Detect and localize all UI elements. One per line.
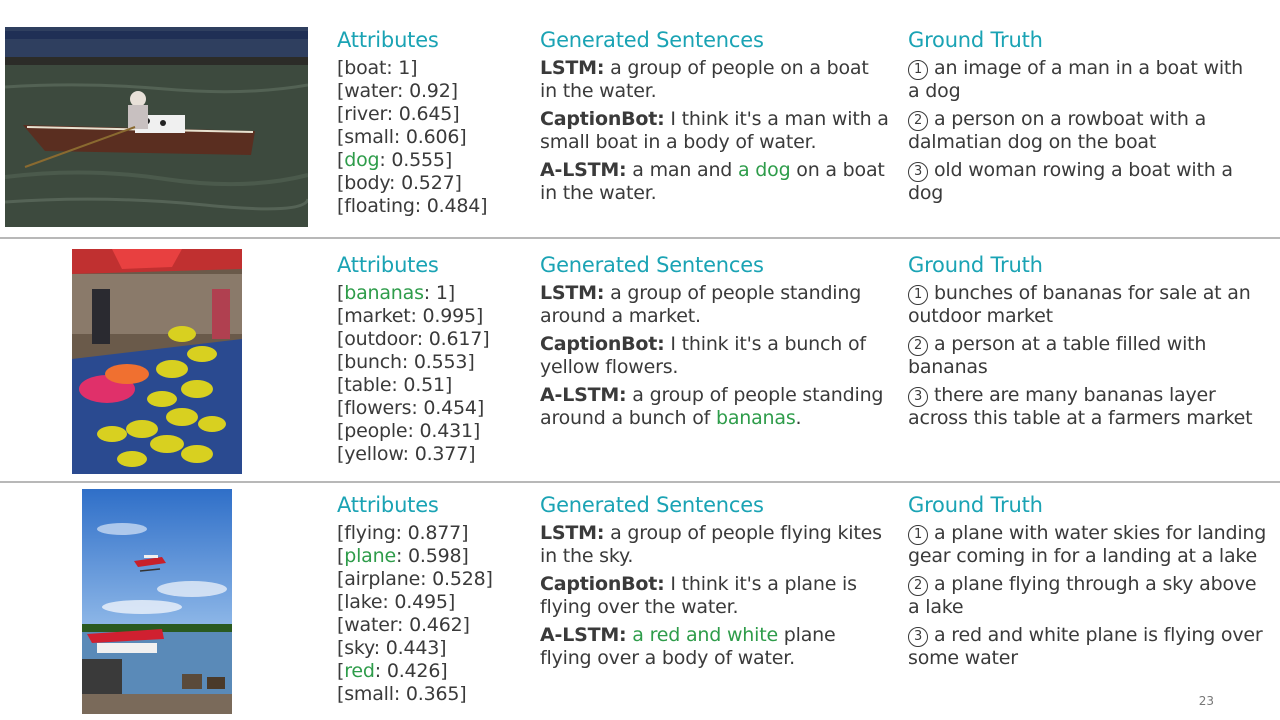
attribute-item: [airplane: 0.528] <box>337 568 493 590</box>
attribute-score: 0.606 <box>405 126 460 148</box>
page-number: 23 <box>1198 694 1214 708</box>
attributes-heading: Attributes <box>337 28 439 52</box>
attribute-word: small <box>344 126 394 148</box>
attribute-score: 0.92 <box>409 80 451 102</box>
attribute-item: [boat: 1] <box>337 57 418 79</box>
attribute-word: dog <box>344 149 380 171</box>
model-name: CaptionBot: <box>540 573 665 595</box>
attribute-word: yellow <box>344 443 403 465</box>
highlighted-phrase: a red and white <box>632 624 778 646</box>
attribute-score: 0.877 <box>407 522 462 544</box>
attribute-word: bananas <box>344 282 424 304</box>
attribute-word: market <box>344 305 411 327</box>
attributes-heading: Attributes <box>337 253 439 277</box>
ground-truth-text: a person at a table filled with bananas <box>908 333 1207 378</box>
ground-truth-item <box>908 108 1260 154</box>
attribute-item: [red: 0.426] <box>337 660 448 682</box>
attributes-column-2 <box>337 252 527 466</box>
generated-column-1 <box>540 27 890 210</box>
generated-column-2 <box>540 252 890 435</box>
attribute-score: 0.645 <box>398 103 453 125</box>
attribute-item: [people: 0.431] <box>337 420 481 442</box>
ground-truth-item <box>908 333 1260 379</box>
generated-heading: Generated Sentences <box>540 493 764 517</box>
circled-number: 3 <box>908 387 928 407</box>
attribute-word: people <box>344 420 408 442</box>
attribute-item: [table: 0.51] <box>337 374 453 396</box>
attribute-score: 0.553 <box>413 351 468 373</box>
generated-sentence <box>540 159 890 205</box>
attribute-word: airplane <box>344 568 421 590</box>
attribute-word: body <box>344 172 390 194</box>
row-divider <box>0 237 1280 239</box>
circled-number: 2 <box>908 336 928 356</box>
ground-truth-item <box>908 384 1260 430</box>
circled-number: 3 <box>908 627 928 647</box>
sentence-text: . <box>795 407 802 429</box>
ground-truth-text: a person on a rowboat with a dalmatian dog on the boat <box>908 108 1207 153</box>
generated-heading: Generated Sentences <box>540 253 764 277</box>
ground-truth-item <box>908 282 1260 328</box>
model-name: LSTM: <box>540 57 605 79</box>
ground-truth-column-1 <box>908 27 1260 210</box>
ground-truth-heading: Ground Truth <box>908 28 1043 52</box>
attribute-word: small <box>344 683 394 705</box>
sentence-text: on a boat in the water. <box>540 159 885 204</box>
attribute-score: 0.443 <box>385 637 440 659</box>
ground-truth-text: old woman rowing a boat with a dog <box>908 159 1233 204</box>
sentence-text: a group of people standing around a market. <box>540 282 862 327</box>
ground-truth-column-2 <box>908 252 1260 435</box>
attribute-word: boat <box>344 57 387 79</box>
sentence-text: I think it's a man with a small boat in a body of water. <box>540 108 889 153</box>
attribute-score: 0.555 <box>391 149 445 171</box>
ground-truth-heading: Ground Truth <box>908 493 1043 517</box>
attribute-word: flowers <box>344 397 412 419</box>
attribute-item: [flowers: 0.454] <box>337 397 485 419</box>
generated-sentence <box>540 624 890 670</box>
ground-truth-item <box>908 573 1273 619</box>
attribute-score: 0.365 <box>405 683 460 705</box>
attributes-column-1 <box>337 27 527 218</box>
circled-number: 1 <box>908 525 928 545</box>
attribute-item: [dog: 0.555] <box>337 149 453 171</box>
attribute-item: [market: 0.995] <box>337 305 484 327</box>
generated-column-3 <box>540 492 890 675</box>
attribute-item: [yellow: 0.377] <box>337 443 476 465</box>
ground-truth-column-3 <box>908 492 1273 675</box>
sentence-text: a group of people standing around a bunch of <box>540 384 884 429</box>
sentence-text: I think it's a plane is flying over the water. <box>540 573 857 618</box>
attribute-score: 0.454 <box>423 397 477 419</box>
model-name: A-LSTM: <box>540 159 627 181</box>
circled-number: 2 <box>908 111 928 131</box>
attribute-score: 0.617 <box>428 328 483 350</box>
attribute-word: table <box>344 374 392 396</box>
model-name: A-LSTM: <box>540 624 627 646</box>
attribute-score: 0.377 <box>414 443 469 465</box>
row-divider <box>0 481 1280 483</box>
sentence-text: I think it's a bunch of yellow flowers. <box>540 333 866 378</box>
generated-sentence <box>540 333 890 379</box>
seaplane-photo <box>82 489 232 714</box>
attribute-word: water <box>344 80 398 102</box>
attribute-score: 0.528 <box>432 568 486 590</box>
generated-sentence <box>540 282 890 328</box>
attribute-item: [body: 0.527] <box>337 172 462 194</box>
model-name: CaptionBot: <box>540 108 665 130</box>
boat-photo <box>5 27 308 227</box>
ground-truth-text: a plane flying through a sky above a lake <box>908 573 1257 618</box>
attribute-word: flying <box>344 522 396 544</box>
attribute-word: water <box>344 614 398 636</box>
highlighted-phrase: a dog <box>738 159 791 181</box>
circled-number: 2 <box>908 576 928 596</box>
model-name: A-LSTM: <box>540 384 627 406</box>
model-name: LSTM: <box>540 522 605 544</box>
attribute-item: [small: 0.365] <box>337 683 467 705</box>
attribute-item: [lake: 0.495] <box>337 591 456 613</box>
attribute-score: 0.462 <box>409 614 463 636</box>
attribute-score: 1 <box>435 282 448 304</box>
attributes-column-3 <box>337 492 527 706</box>
attribute-item: [plane: 0.598] <box>337 545 469 567</box>
attribute-word: plane <box>344 545 396 567</box>
attribute-score: 0.431 <box>419 420 473 442</box>
ground-truth-item <box>908 159 1260 205</box>
attribute-item: [water: 0.462] <box>337 614 470 636</box>
sentence-text: plane flying over a body of water. <box>540 624 836 669</box>
banana-market-photo <box>72 249 242 474</box>
attribute-item: [sky: 0.443] <box>337 637 447 659</box>
attribute-item: [floating: 0.484] <box>337 195 488 217</box>
attribute-item: [river: 0.645] <box>337 103 460 125</box>
generated-sentence <box>540 573 890 619</box>
attribute-item: [water: 0.92] <box>337 80 458 102</box>
ground-truth-text: there are many bananas layer across this table at a farmers market <box>908 384 1253 429</box>
attribute-score: 0.426 <box>386 660 441 682</box>
circled-number: 1 <box>908 285 928 305</box>
ground-truth-item <box>908 522 1273 568</box>
ground-truth-text: a red and white plane is flying over some water <box>908 624 1263 669</box>
generated-heading: Generated Sentences <box>540 28 764 52</box>
generated-sentence <box>540 522 890 568</box>
attribute-word: bunch <box>344 351 402 373</box>
ground-truth-text: a plane with water skies for landing gear coming in for a landing at a lake <box>908 522 1267 567</box>
ground-truth-item <box>908 624 1273 670</box>
attribute-score: 0.995 <box>422 305 476 327</box>
attribute-word: outdoor <box>344 328 417 350</box>
attribute-score: 0.51 <box>403 374 445 396</box>
ground-truth-text: bunches of bananas for sale at an outdoor market <box>908 282 1251 327</box>
attribute-item: [bunch: 0.553] <box>337 351 475 373</box>
attribute-score: 0.598 <box>407 545 462 567</box>
attribute-word: sky <box>344 637 374 659</box>
attribute-score: 0.527 <box>401 172 455 194</box>
circled-number: 1 <box>908 60 928 80</box>
attribute-word: lake <box>344 591 383 613</box>
generated-sentence <box>540 57 890 103</box>
generated-sentence <box>540 384 890 430</box>
sentence-text: a man and <box>632 159 738 181</box>
highlighted-phrase: bananas <box>715 407 796 429</box>
attribute-word: floating <box>344 195 415 217</box>
model-name: LSTM: <box>540 282 605 304</box>
sentence-text: a group of people flying kites in the sky. <box>540 522 882 567</box>
attribute-word: red <box>344 660 375 682</box>
attribute-item: [small: 0.606] <box>337 126 467 148</box>
attribute-score: 0.484 <box>426 195 481 217</box>
attribute-score: 0.495 <box>394 591 448 613</box>
ground-truth-item <box>908 57 1260 103</box>
sentence-text: a group of people on a boat in the water. <box>540 57 869 102</box>
attribute-item: [outdoor: 0.617] <box>337 328 490 350</box>
circled-number: 3 <box>908 162 928 182</box>
model-name: CaptionBot: <box>540 333 665 355</box>
ground-truth-text: an image of a man in a boat with a dog <box>908 57 1243 102</box>
generated-sentence <box>540 108 890 154</box>
attribute-score: 1 <box>398 57 411 79</box>
attribute-item: [flying: 0.877] <box>337 522 469 544</box>
attributes-heading: Attributes <box>337 493 439 517</box>
attribute-item: [bananas: 1] <box>337 282 455 304</box>
ground-truth-heading: Ground Truth <box>908 253 1043 277</box>
attribute-word: river <box>344 103 387 125</box>
